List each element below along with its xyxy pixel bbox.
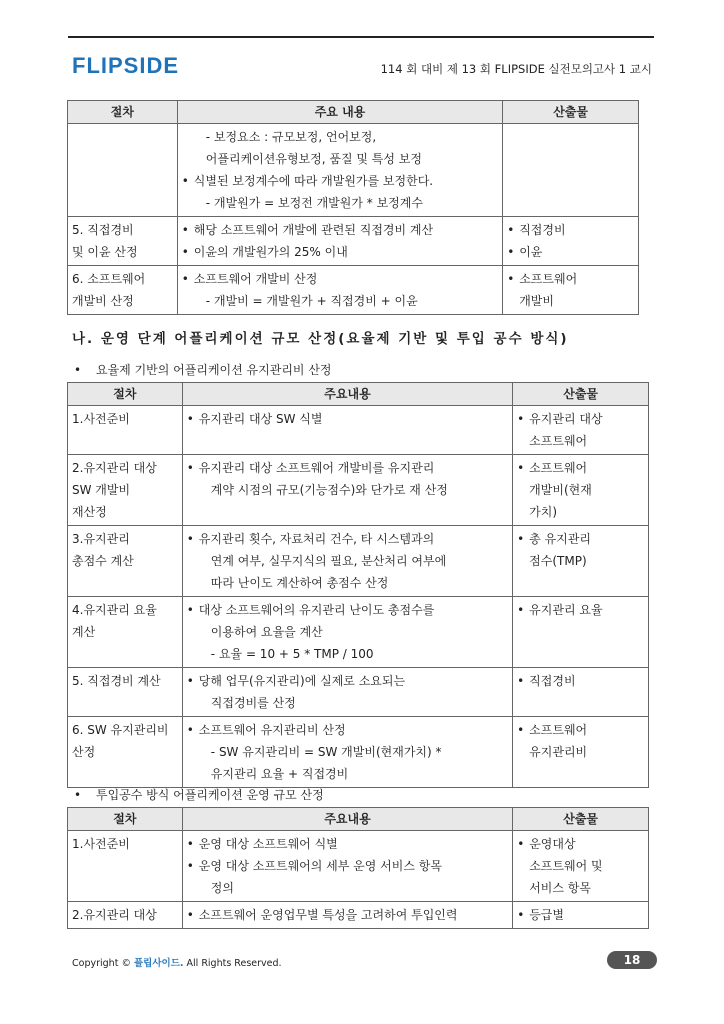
bullet-mark: [187, 741, 199, 763]
output-line: [517, 457, 644, 479]
content-line: [187, 833, 508, 855]
content-cell: [177, 266, 502, 315]
content-text: - 요율 = 10 + 5 * TMP / 100: [210, 647, 374, 661]
content-text: 이윤의 개발원가의 25% 이내: [193, 245, 348, 259]
content-line: [182, 268, 498, 290]
output-text: 이윤: [519, 245, 543, 259]
content-text: 어플리케이션유형보정, 품질 및 특성 보정: [205, 152, 422, 166]
content-line: [187, 528, 508, 550]
output-text: 유지관리비: [529, 745, 588, 759]
content-text: 유지관리 횟수, 자료처리 건수, 타 시스템과의: [198, 532, 435, 546]
bullet-effort-based: • 투입공수 방식 어플리케이션 운영 규모 산정: [74, 788, 324, 802]
step-line: SW 개발비: [72, 483, 131, 497]
output-line: [517, 833, 644, 855]
content-cell: [182, 717, 512, 788]
header-step: 절차: [68, 808, 183, 831]
bullet-mark: •: [517, 908, 525, 922]
table-row: [68, 526, 649, 597]
step-cell: [68, 266, 178, 315]
content-line: [187, 572, 508, 594]
bullet-mark: •: [517, 461, 525, 475]
content-line: [187, 599, 508, 621]
bullet-rate-based-text: 요율제 기반의 어플리케이션 유지관리비 산정: [96, 363, 332, 377]
content-cell: [182, 831, 512, 902]
step-cell: [68, 831, 183, 902]
header-rule: [68, 36, 654, 38]
output-line: [507, 290, 634, 312]
content-line: [187, 763, 508, 785]
table-row: [68, 668, 649, 717]
bullet-mark: •: [507, 272, 515, 286]
bullet-mark: •: [186, 532, 194, 546]
content-line: [187, 904, 508, 926]
output-text: 소프트웨어: [529, 723, 588, 737]
bullet-mark: [187, 550, 199, 572]
bullet-mark: [517, 855, 529, 877]
table-header-row: [68, 808, 649, 831]
content-text: 연계 여부, 실무지식의 필요, 분산처리 여부에: [210, 554, 447, 568]
content-text: 운영 대상 소프트웨어의 세부 운영 서비스 항목: [198, 859, 442, 873]
content-text: 소프트웨어 운영업무별 특성을 고려하여 투입인력: [198, 908, 458, 922]
content-cell: [182, 668, 512, 717]
bullet-mark: [187, 877, 199, 899]
content-text: - 개발원가 = 보정전 개발원가 * 보정계수: [205, 196, 423, 210]
output-line: [517, 501, 644, 523]
output-cell: [513, 455, 649, 526]
bullet-mark: [187, 763, 199, 785]
bullet-mark: •: [186, 461, 194, 475]
output-text: 개발비: [519, 294, 554, 308]
step-line: 5. 직접경비: [72, 223, 134, 237]
step-cell: [68, 455, 183, 526]
output-text: 소프트웨어: [529, 434, 588, 448]
content-line: [182, 126, 498, 148]
content-line: [182, 192, 498, 214]
bullet-mark: •: [517, 532, 525, 546]
step-cell: [68, 717, 183, 788]
output-line: [517, 599, 644, 621]
content-text: 소프트웨어 개발비 산정: [193, 272, 318, 286]
bullet-mark: •: [181, 174, 189, 188]
content-cell: [182, 526, 512, 597]
step-cell: [68, 597, 183, 668]
output-line: [517, 670, 644, 692]
bullet-mark: [182, 290, 194, 312]
section-title: 나. 운영 단계 어플리케이션 규모 산정(요율제 기반 및 투입 공수 방식): [72, 331, 569, 347]
content-cell: [182, 902, 512, 929]
header-output: 산출물: [513, 383, 649, 406]
step-line: 3.유지관리: [72, 532, 130, 546]
output-line: [517, 741, 644, 763]
content-text: 식별된 보정계수에 따라 개발원가를 보정한다.: [193, 174, 434, 188]
content-line: [187, 550, 508, 572]
bullet-mark: [517, 741, 529, 763]
content-text: 운영 대상 소프트웨어 식별: [198, 837, 338, 851]
output-cell: [503, 124, 639, 217]
output-cell: [513, 831, 649, 902]
content-text: 따라 난이도 계산하여 총점수 산정: [210, 576, 389, 590]
output-cell: [513, 406, 649, 455]
bullet-mark: •: [186, 603, 194, 617]
content-text: 이용하여 요율을 계산: [210, 625, 323, 639]
step-line: 2.유지관리 대상: [72, 908, 157, 922]
output-line: [517, 550, 644, 572]
output-text: 소프트웨어: [519, 272, 578, 286]
header-output: 산출물: [513, 808, 649, 831]
step-cell: [68, 406, 183, 455]
step-cell: [68, 217, 178, 266]
output-cell: [513, 526, 649, 597]
output-line: [517, 479, 644, 501]
content-text: 유지관리 요율 + 직접경비: [210, 767, 349, 781]
output-text: 직접경비: [529, 674, 576, 688]
bullet-mark: [187, 572, 199, 594]
content-cell: [182, 406, 512, 455]
content-text: 대상 소프트웨어의 유지관리 난이도 총점수를: [198, 603, 435, 617]
output-text: 가치): [529, 505, 558, 519]
table-row: [68, 406, 649, 455]
table-row: [68, 266, 639, 315]
table-row: [68, 455, 649, 526]
step-line: 재산정: [72, 505, 107, 519]
content-cell: [177, 217, 502, 266]
content-text: - 보정요소 : 규모보정, 언어보정,: [205, 130, 377, 144]
output-line: [517, 528, 644, 550]
bullet-mark: •: [517, 412, 525, 426]
bullet-effort-based-text: 투입공수 방식 어플리케이션 운영 규모 산정: [96, 788, 324, 802]
step-line: 5. 직접경비 계산: [72, 674, 161, 688]
output-text: 등급별: [529, 908, 564, 922]
content-text: 유지관리 대상 SW 식별: [198, 412, 323, 426]
step-line: 계산: [72, 625, 96, 639]
header-content: 주요내용: [182, 808, 512, 831]
copyright: [72, 955, 282, 969]
output-line: [517, 719, 644, 741]
bullet-mark: •: [507, 223, 515, 237]
step-cell: [68, 526, 183, 597]
output-cell: [503, 217, 639, 266]
table-header-row: [68, 101, 639, 124]
bullet-mark: [187, 692, 199, 714]
content-line: [187, 643, 508, 665]
bullet-mark: •: [186, 837, 194, 851]
content-text: 직접경비를 산정: [210, 696, 296, 710]
bullet-mark: [507, 290, 519, 312]
bullet-mark: [517, 550, 529, 572]
output-cell: [503, 266, 639, 315]
bullet-mark: •: [517, 837, 525, 851]
output-text: 유지관리 요율: [529, 603, 603, 617]
header-content: 주요내용: [182, 383, 512, 406]
content-line: [182, 290, 498, 312]
content-text: - SW 유지관리비 = SW 개발비(현재가치) *: [210, 745, 442, 759]
output-text: 점수(TMP): [529, 554, 587, 568]
content-line: [187, 719, 508, 741]
content-cell: [182, 455, 512, 526]
bullet-mark: •: [181, 272, 189, 286]
output-text: 개발비(현재: [529, 483, 592, 497]
output-line: [507, 241, 634, 263]
table-row: [68, 902, 649, 929]
content-line: [187, 741, 508, 763]
output-text: 총 유지관리: [529, 532, 591, 546]
bullet-mark: [517, 479, 529, 501]
step-line: 및 이윤 산정: [72, 245, 138, 259]
step-line: 1.사전준비: [72, 837, 130, 851]
output-cell: [513, 717, 649, 788]
content-line: [187, 670, 508, 692]
content-line: [187, 479, 508, 501]
bullet-mark: [187, 643, 199, 665]
bullet-mark: [517, 501, 529, 523]
maintenance-rate-table: [67, 382, 649, 788]
step-cell: [68, 902, 183, 929]
header-step: 절차: [68, 383, 183, 406]
content-text: 소프트웨어 유지관리비 산정: [198, 723, 346, 737]
output-text: 소프트웨어: [529, 461, 588, 475]
step-line: 총점수 계산: [72, 554, 134, 568]
bullet-mark: •: [517, 603, 525, 617]
bullet-mark: •: [517, 674, 525, 688]
step-line: 4.유지관리 요율: [72, 603, 157, 617]
bullet-mark: [182, 126, 194, 148]
bullet-mark: [517, 877, 529, 899]
copyright-prefix: Copyright ©: [72, 958, 131, 969]
output-text: 유지관리 대상: [529, 412, 603, 426]
content-line: [187, 855, 508, 877]
copyright-brand: 플립사이드.: [133, 958, 184, 969]
output-cell: [513, 668, 649, 717]
content-line: [182, 219, 498, 241]
step-line: 산정: [72, 745, 96, 759]
bullet-mark: •: [186, 908, 194, 922]
output-line: [517, 877, 644, 899]
output-text: 소프트웨어 및: [529, 859, 603, 873]
output-text: 서비스 항목: [529, 881, 591, 895]
content-line: [187, 408, 508, 430]
header-output: 산출물: [503, 101, 639, 124]
content-line: [187, 621, 508, 643]
step-cell: [68, 124, 178, 217]
bullet-rate-based: • 요율제 기반의 어플리케이션 유지관리비 산정: [74, 363, 332, 377]
step-cell: [68, 668, 183, 717]
bullet-mark: [182, 192, 194, 214]
table-row: [68, 124, 639, 217]
content-line: [187, 457, 508, 479]
bullet-mark: •: [517, 723, 525, 737]
header-content: 주요 내용: [177, 101, 502, 124]
output-line: [517, 855, 644, 877]
content-line: [187, 692, 508, 714]
effort-based-table: [67, 807, 649, 929]
content-cell: [182, 597, 512, 668]
copyright-suffix: All Rights Reserved.: [186, 958, 282, 969]
content-cell: [177, 124, 502, 217]
bullet-mark: [187, 479, 199, 501]
step-line: 개발비 산정: [72, 294, 134, 308]
content-line: [182, 148, 498, 170]
output-line: [517, 430, 644, 452]
content-text: 계약 시점의 규모(기능점수)와 단가로 재 산정: [210, 483, 448, 497]
content-line: [187, 877, 508, 899]
bullet-mark: •: [181, 223, 189, 237]
table-row: [68, 597, 649, 668]
flipside-logo: FLIPSIDE: [72, 53, 180, 78]
bullet-mark: •: [186, 859, 194, 873]
output-cell: [513, 902, 649, 929]
output-text: 직접경비: [519, 223, 566, 237]
content-line: [182, 170, 498, 192]
content-text: 당해 업무(유지관리)에 실제로 소요되는: [198, 674, 406, 688]
bullet-mark: •: [186, 412, 194, 426]
content-text: - 개발비 = 개발원가 + 직접경비 + 이윤: [205, 294, 418, 308]
bullet-mark: [182, 148, 194, 170]
bullet-mark: [187, 621, 199, 643]
step-line: 6. 소프트웨어: [72, 272, 146, 286]
table-row: [68, 717, 649, 788]
bullet-mark: •: [507, 245, 515, 259]
content-text: 해당 소프트웨어 개발에 관련된 직접경비 계산: [193, 223, 434, 237]
bullet-mark: [517, 430, 529, 452]
bullet-mark: •: [186, 723, 194, 737]
output-line: [507, 268, 634, 290]
output-text: 운영대상: [529, 837, 576, 851]
output-line: [507, 219, 634, 241]
bullet-mark: •: [181, 245, 189, 259]
table-header-row: [68, 383, 649, 406]
content-text: 유지관리 대상 소프트웨어 개발비를 유지관리: [198, 461, 435, 475]
output-line: [517, 408, 644, 430]
content-text: 정의: [210, 881, 234, 895]
development-cost-table: [67, 100, 639, 315]
header-step: 절차: [68, 101, 178, 124]
step-line: 2.유지관리 대상: [72, 461, 157, 475]
table-row: [68, 831, 649, 902]
exam-title: 114 회 대비 제 13 회 FLIPSIDE 실전모의고사 1 교시: [380, 62, 652, 76]
page-number-badge: 18: [607, 951, 657, 969]
bullet-mark: •: [186, 674, 194, 688]
output-line: [517, 904, 644, 926]
table-row: [68, 217, 639, 266]
step-line: 6. SW 유지관리비: [72, 723, 169, 737]
step-line: 1.사전준비: [72, 412, 130, 426]
content-line: [182, 241, 498, 263]
output-cell: [513, 597, 649, 668]
